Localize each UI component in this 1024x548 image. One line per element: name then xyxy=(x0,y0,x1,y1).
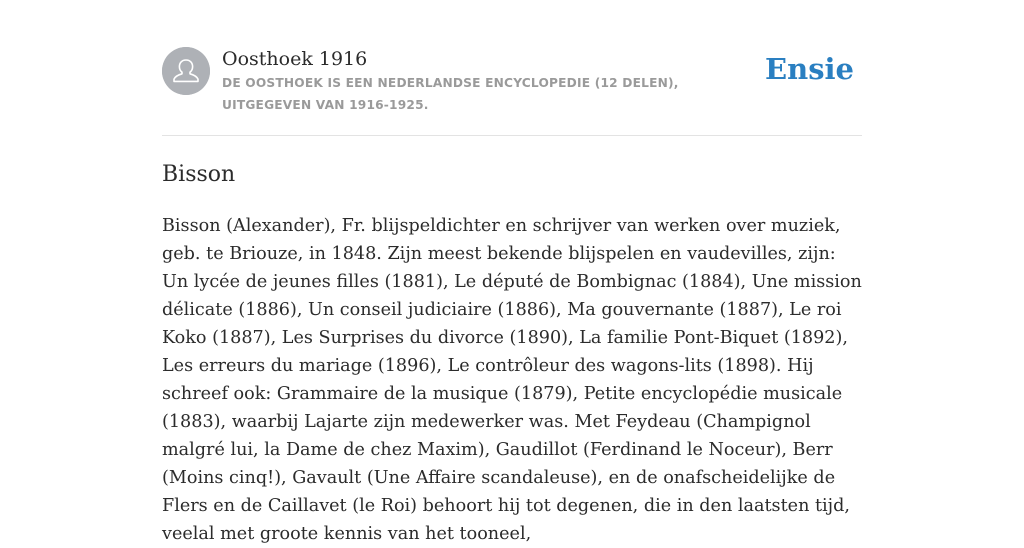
entry-body: Bisson (Alexander), Fr. blijspeldichter en schrijver van werken over muziek, geb. te Briouze, in 1848. Zijn meest bekende blijspelen en vaudevilles, zijn: Un lycée de jeunes filles (1881), Le député de Bombignac (1884), Une mission délicate (1886), Un conseil judiciaire (1886), Ma gouvernante (1887), Le roi Koko (1887), Les Surprises du divorce (1890), La familie Pont-Biquet (1892), Les erreurs du mariage (1896), Le contrôleur des wagons-lits (1898). Hij schreef ook: Grammaire de la musique (1879), Petite encyclopédie musicale (1883), waarbij Lajarte zijn medewerker was. Met Feydeau (Champignol malgré lui, la Dame de chez Maxim), Gaudillot (Ferdinand le Noceur), Berr (Moins cinq!), Gavault (Une Affaire scandaleuse), en de onafscheidelijke de Flers en de Caillavet (le Roi) behoort hij tot degenen, die in den laatsten tijd, veelal met groote kennis van het tooneel, xyxy=(162,216,862,544)
source-header xyxy=(162,47,862,117)
source-avatar[interactable] xyxy=(162,47,210,95)
ensie-logo[interactable]: Ensie xyxy=(765,52,854,86)
source-title[interactable]: Oosthoek 1916 xyxy=(222,48,368,70)
entry-title: Bisson xyxy=(162,162,236,187)
header-divider xyxy=(162,135,862,136)
user-silhouette-icon xyxy=(162,47,210,95)
source-description: DE OOSTHOEK IS EEN NEDERLANDSE ENCYCLOPEDIE (12 DELEN), UITGEGEVEN VAN 1916-1925. xyxy=(222,76,679,112)
